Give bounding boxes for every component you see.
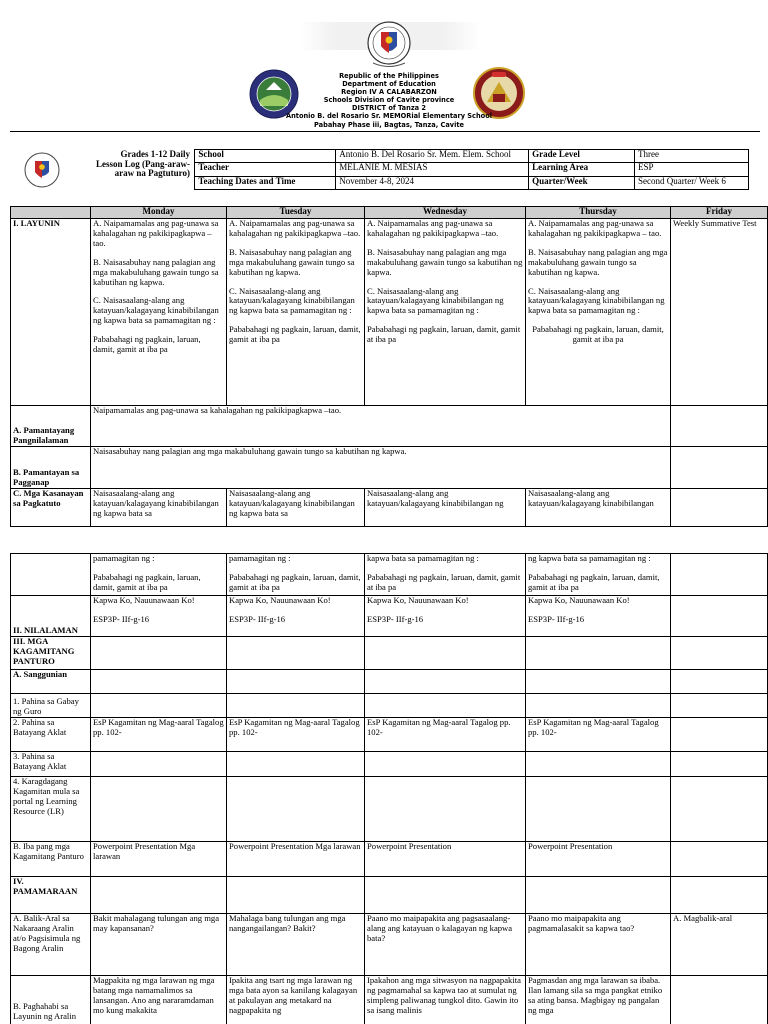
objective-text: Pababahagi ng pagkain, laruan, damit, gamit at iba pa	[229, 324, 361, 345]
empty-cell	[671, 596, 768, 637]
objective-text: Pababahagi ng pagkain, laruan, damit, gamit at iba pa	[532, 324, 664, 345]
iba-monday: Powerpoint Presentation Mga larawan	[91, 842, 227, 877]
nilalaman-monday	[91, 596, 227, 637]
objective-text: pamamagitan ng :	[93, 553, 155, 563]
objective-text: A. Naipamamalas ang pag-unawa sa kahalagahan ng pakikipagkapwa –tao.	[229, 218, 361, 238]
iba-tuesday: Powerpoint Presentation Mga larawan	[227, 842, 365, 877]
balik-wednesday: Paano mo maipapakita ang pagsasaalang-alang ang katayuan o kalagayan ng kapwa bata?	[365, 914, 526, 976]
balik-friday: A. Magbalik-aral	[671, 914, 768, 976]
area-value: ESP	[635, 163, 749, 176]
empty-cell	[671, 554, 768, 596]
layunin-thursday	[526, 219, 671, 406]
header-divider	[10, 131, 760, 132]
nilalaman-tuesday	[227, 596, 365, 637]
grade-label: Grade Level	[529, 150, 635, 163]
row-label: A. Sanggunian	[11, 670, 91, 694]
batayang-wednesday: EsP Kagamitan ng Mag-aaral Tagalog pp. 102-	[365, 718, 526, 752]
cont-tuesday	[227, 554, 365, 596]
row-label: 2. Pahina sa Batayang Aklat	[11, 718, 91, 752]
balik-thursday: Paano mo maipapakita ang pagmamalasakit sa kapwa tao?	[526, 914, 671, 976]
objective-text: B. Naisasabuhay nang palagian ang mga makabuluhang gawain tungo sa kabutihan ng kapwa.	[367, 246, 523, 277]
school-header-text	[270, 72, 508, 129]
paghahabi-wednesday: Ipakahon ang mga sitwasyon na nagpapakita ng pagmamahal sa kapwa tao at sumulat ng simpleng paliwanag tungkol dito. Gawin ito sa isang malinis	[365, 976, 526, 1024]
row-label: A. Pamantayang Pangnilalaman	[11, 406, 91, 447]
performance-standard: Naisasabuhay nang palagian ang mga makabuluhang gawain tungo sa kabutihan ng kapwa.	[91, 447, 671, 489]
teacher-label: Teacher	[195, 163, 336, 176]
objective-text: B. Naisasabuhay nang palagian ang mga makabuluhang gawain tungo sa kabutihan ng kapwa.	[229, 246, 355, 277]
competency-code: ESP3P- IIf-g-16	[528, 613, 585, 624]
kasanayan-wednesday: Naisasaalang-alang ang katayuan/kalagayang kinabibilangan ng	[365, 489, 526, 527]
dates-label: Teaching Dates and Time	[195, 176, 336, 189]
batayang-monday: EsP Kagamitan ng Mag-aaral Tagalog pp. 102-	[91, 718, 227, 752]
objective-text: Pababahagi ng pagkain, laruan, damit, gamit at iba pa	[367, 571, 521, 592]
topic-title: Kapwa Ko, Nauunawaan Ko!	[229, 595, 331, 605]
objective-text: C. Naisasaalang-alang ang katayuan/kalagayang kinabibilangan ng kapwa bata sa pamamagitan ng :	[229, 285, 355, 316]
header-line: DISTRICT of Tanza 2	[352, 104, 426, 113]
balik-tuesday: Mahalaga bang tulungan ang mga nangangailangan? Bakit?	[227, 914, 365, 976]
row-label: 1. Pahina sa Gabay ng Guro	[11, 694, 91, 718]
day-header: Thursday	[526, 207, 671, 219]
header-line: Republic of the Philippines	[339, 72, 439, 80]
corner-cell	[11, 207, 91, 219]
objective-text: kapwa bata sa pamamagitan ng :	[367, 553, 479, 563]
day-header: Monday	[91, 207, 227, 219]
layunin-wednesday	[365, 219, 526, 406]
batayang-tuesday: EsP Kagamitan ng Mag-aaral Tagalog pp. 102-	[227, 718, 365, 752]
row-label: II. NILALAMAN	[11, 596, 91, 637]
objective-text: ng kapwa bata sa pamamagitan ng :	[528, 553, 651, 563]
quarter-label: Quarter/Week	[529, 176, 635, 189]
kasanayan-tuesday: Naisasaalang-alang ang katayuan/kalagayang kinabibilangan ng kapwa bata sa	[227, 489, 365, 527]
objective-text: B. Naisasabuhay nang palagian ang mga makabuluhang gawain tungo sa kabutihan ng kapwa.	[528, 246, 668, 277]
nilalaman-wednesday	[365, 596, 526, 637]
nilalaman-thursday	[526, 596, 671, 637]
row-label: C. Mga Kasanayan sa Pagkatuto	[11, 489, 91, 527]
objective-text: A. Naipamamalas ang pag-unawa sa kahalagahan ng pakikipagkapwa –tao.	[93, 218, 219, 248]
row-label: A. Balik-Aral sa Nakaraang Aralin at/o Pagsisimula ng Bagong Aralin	[11, 914, 91, 976]
row-label	[11, 976, 91, 1024]
objective-text: C. Naisasaalang-alang ang katayuan/kalagayang kinabibilangan ng kapwa bata sa pamamagitan ng :	[93, 295, 219, 326]
deped-seal-icon	[366, 20, 412, 72]
empty-cell	[671, 406, 768, 447]
paghahabi-thursday: Pagmasdan ang mga larawan sa ibaba. Ilan lamang sila sa mga pangkat etniko sa ating bansa. Magbigay ng pangalan ng mga	[526, 976, 671, 1024]
lesson-table-part1	[10, 206, 768, 527]
row-label: I. LAYUNIN	[11, 219, 91, 406]
competency-code: ESP3P- IIf-g-16	[229, 613, 286, 624]
cont-monday	[91, 554, 227, 596]
quarter-value: Second Quarter/ Week 6	[635, 176, 749, 189]
row-label: IV. PAMAMARAAN	[11, 877, 91, 914]
empty-cell	[11, 554, 91, 596]
kasanayan-thursday: Naisasaalang-alang ang katayuan/kalagayang kinabibilangan	[526, 489, 671, 527]
layunin-monday	[91, 219, 227, 406]
competency-code: ESP3P- IIf-g-16	[93, 613, 150, 624]
row-label: B. Pamantayan sa Pagganap	[11, 447, 91, 489]
objective-text: B. Naisasabuhay nang palagian ang mga makabuluhang gawain tungo sa kabutihan ng kapwa.	[93, 256, 219, 287]
topic-title: Kapwa Ko, Nauunawaan Ko!	[93, 595, 195, 605]
cont-wednesday	[365, 554, 526, 596]
area-label: Learning Area	[529, 163, 635, 176]
cont-thursday	[526, 554, 671, 596]
day-header: Wednesday	[365, 207, 526, 219]
row-label: 3. Pahina sa Batayang Aklat	[11, 752, 91, 777]
day-header: Tuesday	[227, 207, 365, 219]
header-line: Pabahay Phase iii, Bagtas, Tanza, Cavite	[314, 120, 464, 129]
iba-wednesday: Powerpoint Presentation	[365, 842, 526, 877]
objective-text: pamamagitan ng :	[229, 553, 291, 563]
dll-title: Grades 1-12 Daily Lesson Log (Pang-araw-araw na Pagtuturo)	[96, 149, 190, 179]
header-line: Region IV A CALABARZON	[341, 88, 437, 97]
paghahabi-tuesday: Ipakita ang tsart ng mga larawan ng mga bata ayon sa kanilang kalagayan at pakulayan ang metakard na nagpapakita ng	[227, 976, 365, 1024]
day-header: Friday	[671, 207, 768, 219]
objective-text: C. Naisasaalang-alang ang katayuan/kalagayang kinabibilangan ng kapwa bata sa pamamagitan ng :	[367, 285, 504, 316]
objective-text: A. Naipamamalas ang pag-unawa sa kahalagahan ng pakikipagkapwa –tao.	[367, 218, 499, 238]
layunin-friday: Weekly Summative Test	[671, 219, 768, 406]
kasanayan-monday: Naisasaalang-alang ang katayuan/kalagayang kinabibilangan ng kapwa bata sa	[91, 489, 227, 527]
topic-title: Kapwa Ko, Nauunawaan Ko!	[528, 595, 630, 605]
header-line: Antonio B. del Rosario Sr. MEMORial Elementary School	[286, 112, 492, 121]
row-label-text: B. Paghahabi sa Layunin ng Aralin	[13, 1001, 77, 1021]
balik-monday: Bakit mahalagang tulungan ang mga may kapansanan?	[91, 914, 227, 976]
topic-title: Kapwa Ko, Nauunawaan Ko!	[367, 595, 469, 605]
empty-cell	[671, 447, 768, 489]
empty-cell	[671, 489, 768, 527]
row-label: B. Iba pang mga Kagamitang Panturo	[11, 842, 91, 877]
header-line: Department of Education	[342, 80, 436, 89]
teacher-value: MELANIE M. MESIAS	[336, 163, 529, 176]
grade-value: Three	[635, 150, 749, 163]
objective-text: Pababahagi ng pagkain, laruan, damit, gamit at iba pa	[528, 571, 660, 592]
lesson-table-part2	[10, 553, 768, 1024]
objective-text: Pababahagi ng pagkain, laruan, damit, gamit at iba pa	[93, 571, 201, 592]
row-label: III. MGA KAGAMITANG PANTURO	[11, 637, 91, 670]
competency-code: ESP3P- IIf-g-16	[367, 613, 424, 624]
batayang-thursday: EsP Kagamitan ng Mag-aaral Tagalog pp. 102-	[526, 718, 671, 752]
content-standard: Naipamamalas ang pag-unawa sa kahalagahan ng pakikipagkapwa –tao.	[91, 406, 671, 447]
objective-text: Pababahagi ng pagkain, laruan, damit, gamit at iba pa	[367, 324, 521, 345]
header-line: Schools Division of Cavite province	[323, 96, 455, 105]
objective-text: Pababahagi ng pagkain, laruan, damit, gamit at iba pa	[93, 334, 201, 355]
objective-text: A. Naipamamalas ang pag-unawa sa kahalagahan ng pakikipagkapwa – tao.	[528, 218, 662, 238]
objective-text: Pababahagi ng pagkain, laruan, damit, gamit at iba pa	[229, 571, 361, 592]
school-value: Antonio B. Del Rosario Sr. Mem. Elem. School	[336, 150, 529, 163]
iba-thursday: Powerpoint Presentation	[526, 842, 671, 877]
objective-text: C. Naisasaalang-alang ang katayuan/kalagayang kinabibilangan ng kapwa bata sa pamamagitan ng :	[528, 285, 665, 316]
layunin-tuesday	[227, 219, 365, 406]
row-label: 4. Karagdagang Kagamitan mula sa portal ng Learning Resource (LR)	[11, 777, 91, 842]
paghahabi-monday: Magpakita ng mga larawan ng mga batang mga namamalimos sa lansangan. Ano ang nararamdaman mo kung makakita	[91, 976, 227, 1024]
dates-value: November 4-8, 2024	[336, 176, 529, 189]
school-label: School	[195, 150, 336, 163]
